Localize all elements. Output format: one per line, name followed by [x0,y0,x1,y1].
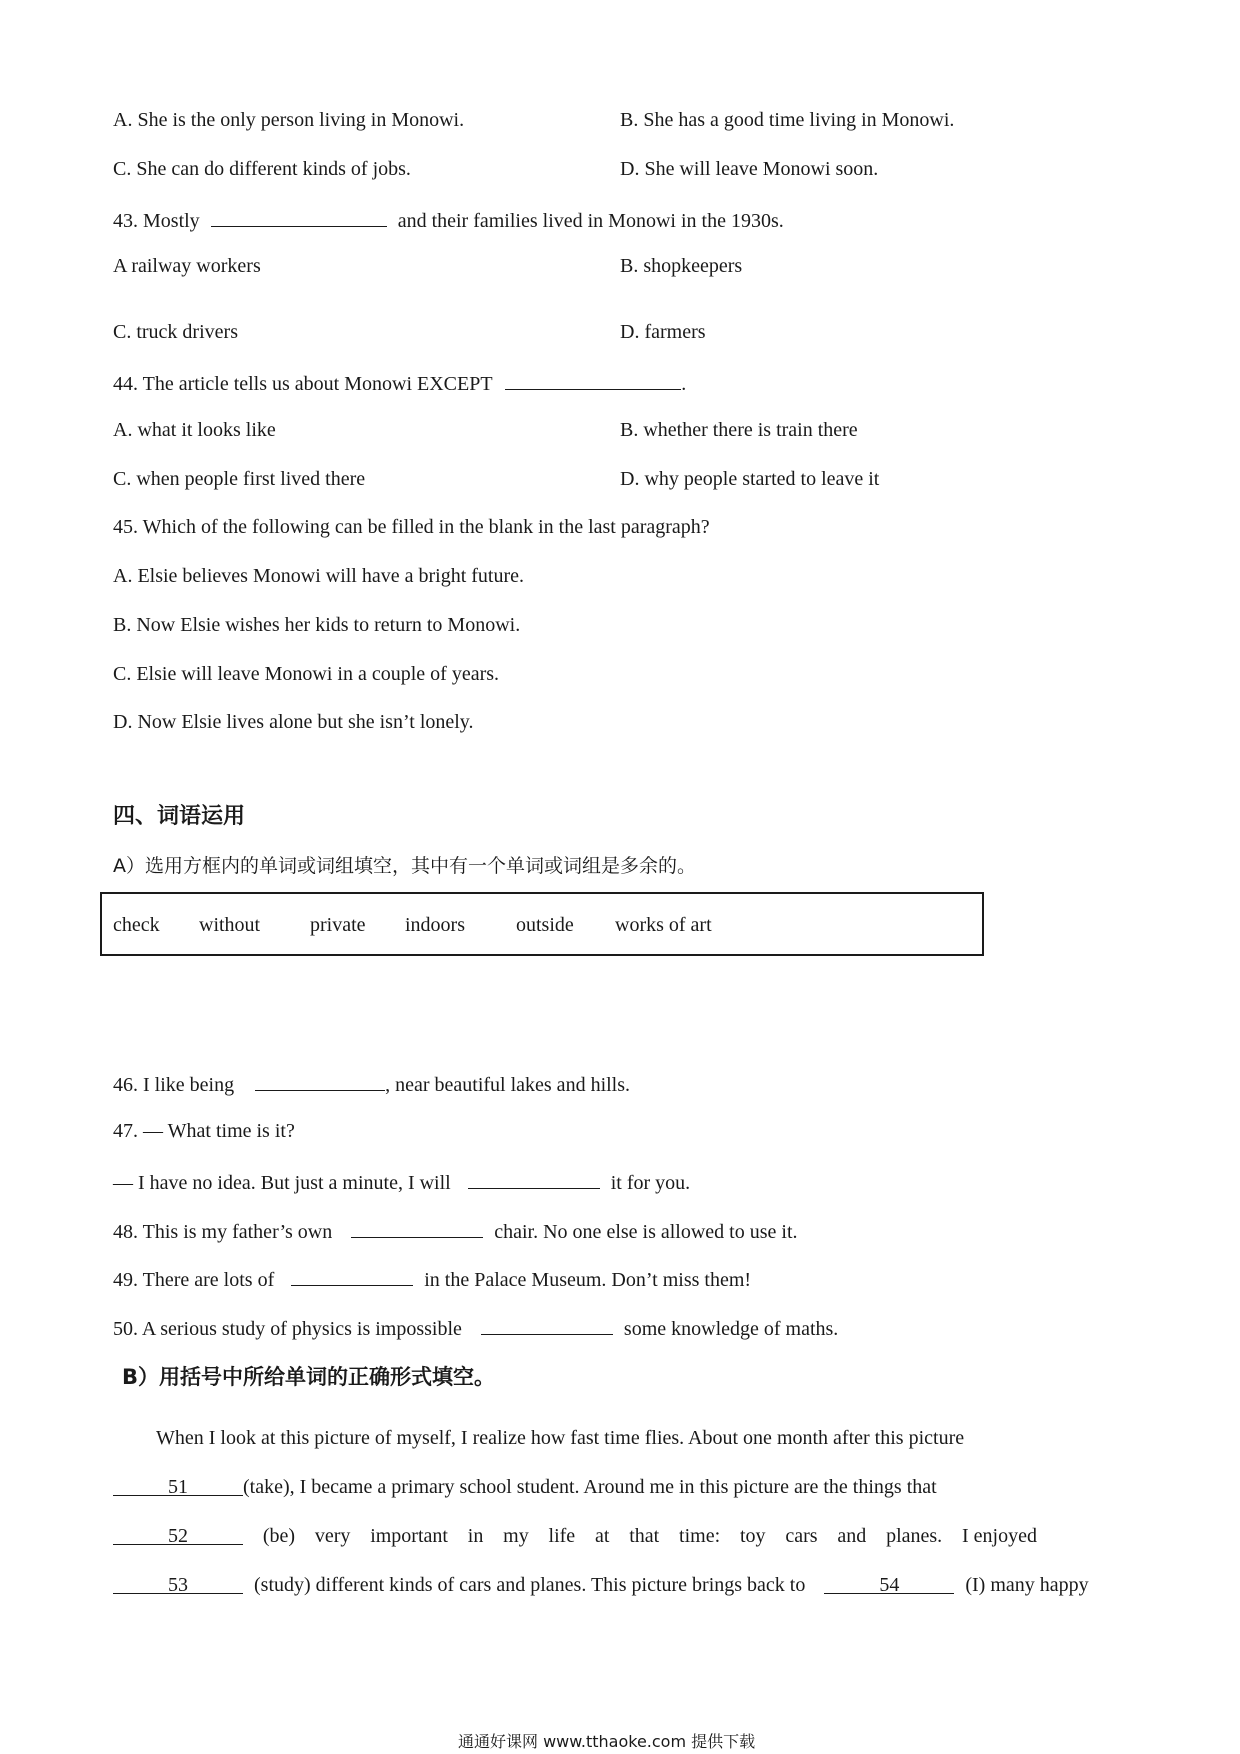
q43-stem-after: and their families lived in Monowi in the 1930s. [397,210,784,232]
q43-stem-before: 43. Mostly [113,210,200,232]
passage-line-2-text: (take), I became a primary school student. Around me in this picture are the things that [243,1476,937,1498]
blank-52: 52 [113,1524,243,1545]
blank-53: 53 [113,1573,243,1594]
q50-after: some knowledge of maths. [623,1318,839,1340]
q49-blank [291,1265,413,1286]
q42-option-d: D. She will leave Monowi soon. [620,158,879,180]
word-bank-item: without [199,914,261,936]
word-bank-item: check [113,914,160,936]
q44-option-d: D. why people started to leave it [620,468,880,490]
blank-54: 54 [824,1573,954,1594]
q45-option-d: D. Now Elsie lives alone but she isn’t lonely. [113,711,474,733]
passage-word: I enjoyed [961,1525,1037,1547]
word-bank-item: private [310,914,366,936]
passage-word: important [370,1525,448,1547]
q48-after: chair. No one else is allowed to use it. [494,1221,798,1243]
passage-word: (be) [262,1525,296,1547]
passage-word: planes. [886,1525,943,1547]
q43-option-b: B. shopkeepers [620,255,743,277]
q44-blank [505,369,681,390]
q44-stem [113,369,686,396]
passage-word: time: [679,1525,721,1547]
q46-after: , near beautiful lakes and hills. [385,1074,631,1096]
q50-line [113,1314,838,1341]
passage-line-2 [113,1475,937,1499]
q48-blank [351,1217,483,1238]
word-bank-item: outside [516,914,574,936]
word-bank-item: works of art [615,914,712,936]
passage-word: my [503,1525,529,1547]
q47-before: — I have no idea. But just a minute, I will [113,1172,451,1194]
passage-word: very [314,1525,351,1547]
q50-before: 50. A serious study of physics is impossible [113,1318,462,1340]
part-a-instruction: A）选用方框内的单词或词组填空，其中有一个单词或词组是多余的。 [113,855,696,877]
passage-word: life [548,1525,576,1547]
q42-option-a: A. She is the only person living in Monowi. [113,109,465,131]
passage-line-1: When I look at this picture of myself, I realize how fast time flies. About one month after this picture [156,1427,965,1449]
q46-line [113,1070,630,1097]
q47-after: it for you. [610,1172,691,1194]
q45-stem: 45. Which of the following can be filled in the blank in the last paragraph? [113,516,710,538]
q44-option-c: C. when people first lived there [113,468,366,490]
passage-line-4 [113,1573,1089,1597]
q47-blank [468,1168,600,1189]
section4-title: 四、词语运用 [113,804,246,829]
footer-credit: 通通好课网 www.tthaoke.com 提供下载 [458,1732,756,1751]
q44-option-a: A. what it looks like [113,419,276,441]
passage-line-4-end: (I) many happy [965,1574,1089,1596]
q48-before: 48. This is my father’s own [113,1221,333,1243]
passage-word: cars [785,1525,818,1547]
q42-option-b: B. She has a good time living in Monowi. [620,109,955,131]
q43-stem [113,206,784,233]
blank-51: 51 [113,1475,243,1496]
q49-before: 49. There are lots of [113,1269,275,1291]
q44-stem-before: 44. The article tells us about Monowi EXCEPT [113,373,493,395]
word-bank-box [100,892,984,956]
q44-option-b: B. whether there is train there [620,419,858,441]
q50-blank [481,1314,613,1335]
part-b-instruction: B）用括号中所给单词的正确形式填空。 [122,1365,496,1389]
q42-option-c: C. She can do different kinds of jobs. [113,158,411,180]
q47-line2 [113,1168,690,1195]
passage-line-3 [113,1524,1037,1548]
passage-word: toy [739,1525,766,1547]
q43-option-c: C. truck drivers [113,321,238,343]
q46-before: 46. I like being [113,1074,235,1096]
q49-after: in the Palace Museum. Don’t miss them! [424,1269,752,1291]
q45-option-a: A. Elsie believes Monowi will have a bright future. [113,565,525,587]
q49-line [113,1265,751,1292]
q45-option-b: B. Now Elsie wishes her kids to return to Monowi. [113,614,521,636]
q43-blank [211,206,387,227]
word-bank-item: indoors [405,914,465,936]
q47-line1: 47. — What time is it? [113,1120,295,1142]
passage-word: that [629,1525,660,1547]
q43-option-d: D. farmers [620,321,706,343]
q44-stem-after: . [681,373,687,395]
passage-word: and [837,1525,867,1547]
q48-line [113,1217,798,1244]
q46-blank [255,1070,385,1091]
q45-option-c: C. Elsie will leave Monowi in a couple of years. [113,663,500,685]
q43-option-a: A railway workers [113,255,261,277]
passage-word: in [467,1525,484,1547]
passage-line-4-text: (study) different kinds of cars and planes. This picture brings back to [254,1574,806,1596]
passage-word: at [594,1525,610,1547]
